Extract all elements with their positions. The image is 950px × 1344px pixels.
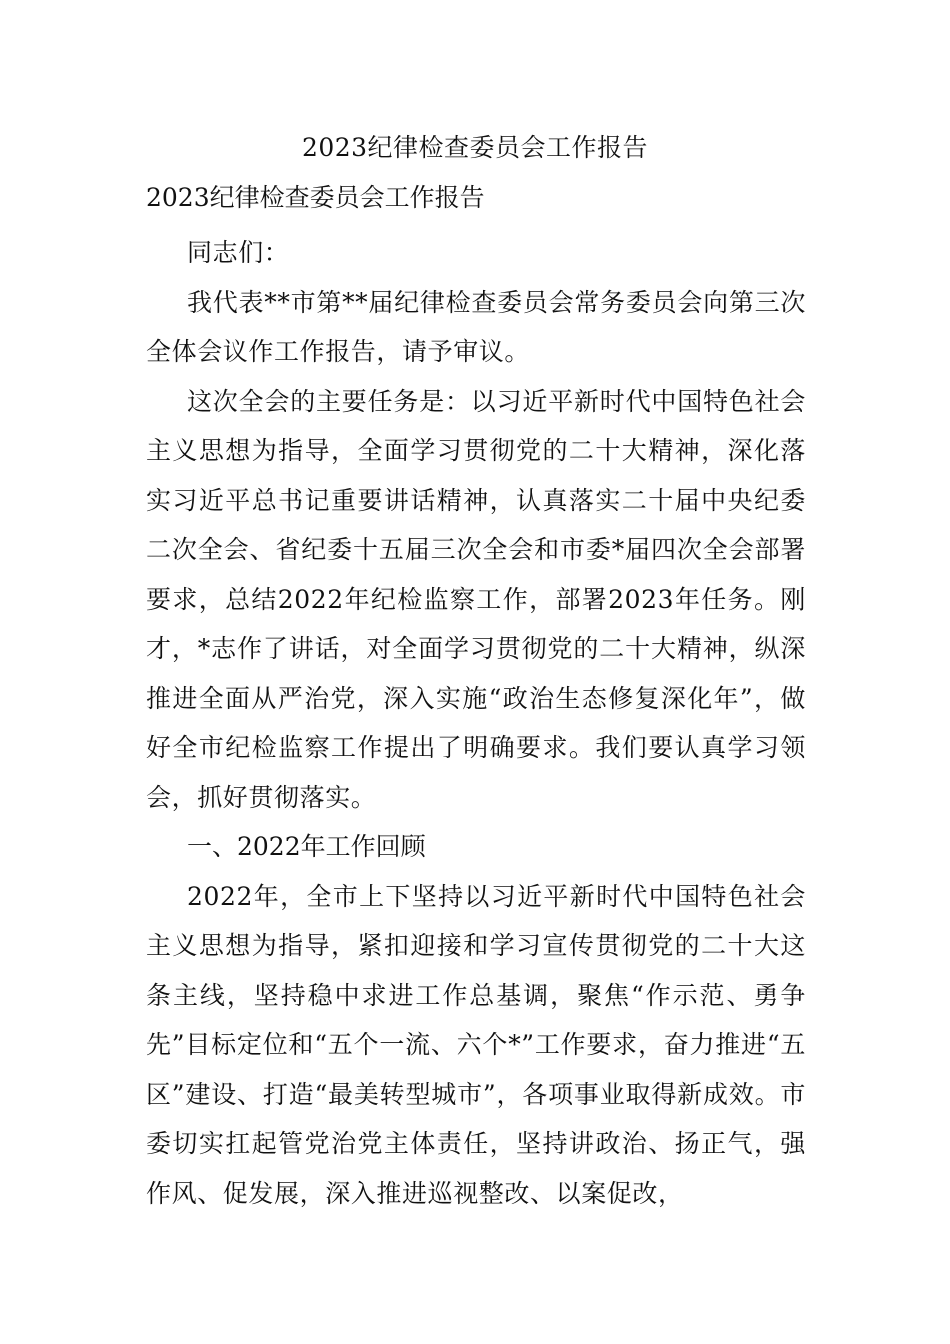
paragraph-report-intro: 我代表**市第**届纪律检查委员会常务委员会向第三次全体会议作工作报告，请予审议。 [146,287,806,366]
document-body [146,228,806,1218]
section-heading: 一、2022年工作回顾 [187,832,426,861]
salutation: 同志们： [187,238,290,267]
document-title: 2023纪律检查委员会工作报告 [301,133,649,162]
document-subtitle: 2023纪律检查委员会工作报告 [146,183,485,212]
paragraph-2022-review: 2022年，全市上下坚持以习近平新时代中国特色社会主义思想为指导，紧扣迎接和学习宣传贯彻党的二十大这条主线，坚持稳中求进工作总基调，聚焦“作示范、勇争先”目标定位和“五个一流、六个*”工作要求，奋力推进“五区”建设、打造“最美转型城市”，各项事业取得新成效。市委切实扛起管党治党主体责任，坚持讲政治、扬正气，强作风、促发展，深入推进巡视整改、以案促改， [146,881,806,1208]
paragraph-main-tasks: 这次全会的主要任务是：以习近平新时代中国特色社会主义思想为指导，全面学习贯彻党的二十大精神，深化落实习近平总书记重要讲话精神，认真落实二十届中央纪委二次全会、省纪委十五届三次全会和市委*届四次全会部署要求，总结2022年纪检监察工作，部署2023年任务。刚才，*志作了讲话，对全面学习贯彻党的二十大精神，纵深推进全面从严治党，深入实施“政治生态修复深化年”，做好全市纪检监察工作提出了明确要求。我们要认真学习领会，抓好贯彻落实。 [146,386,806,812]
